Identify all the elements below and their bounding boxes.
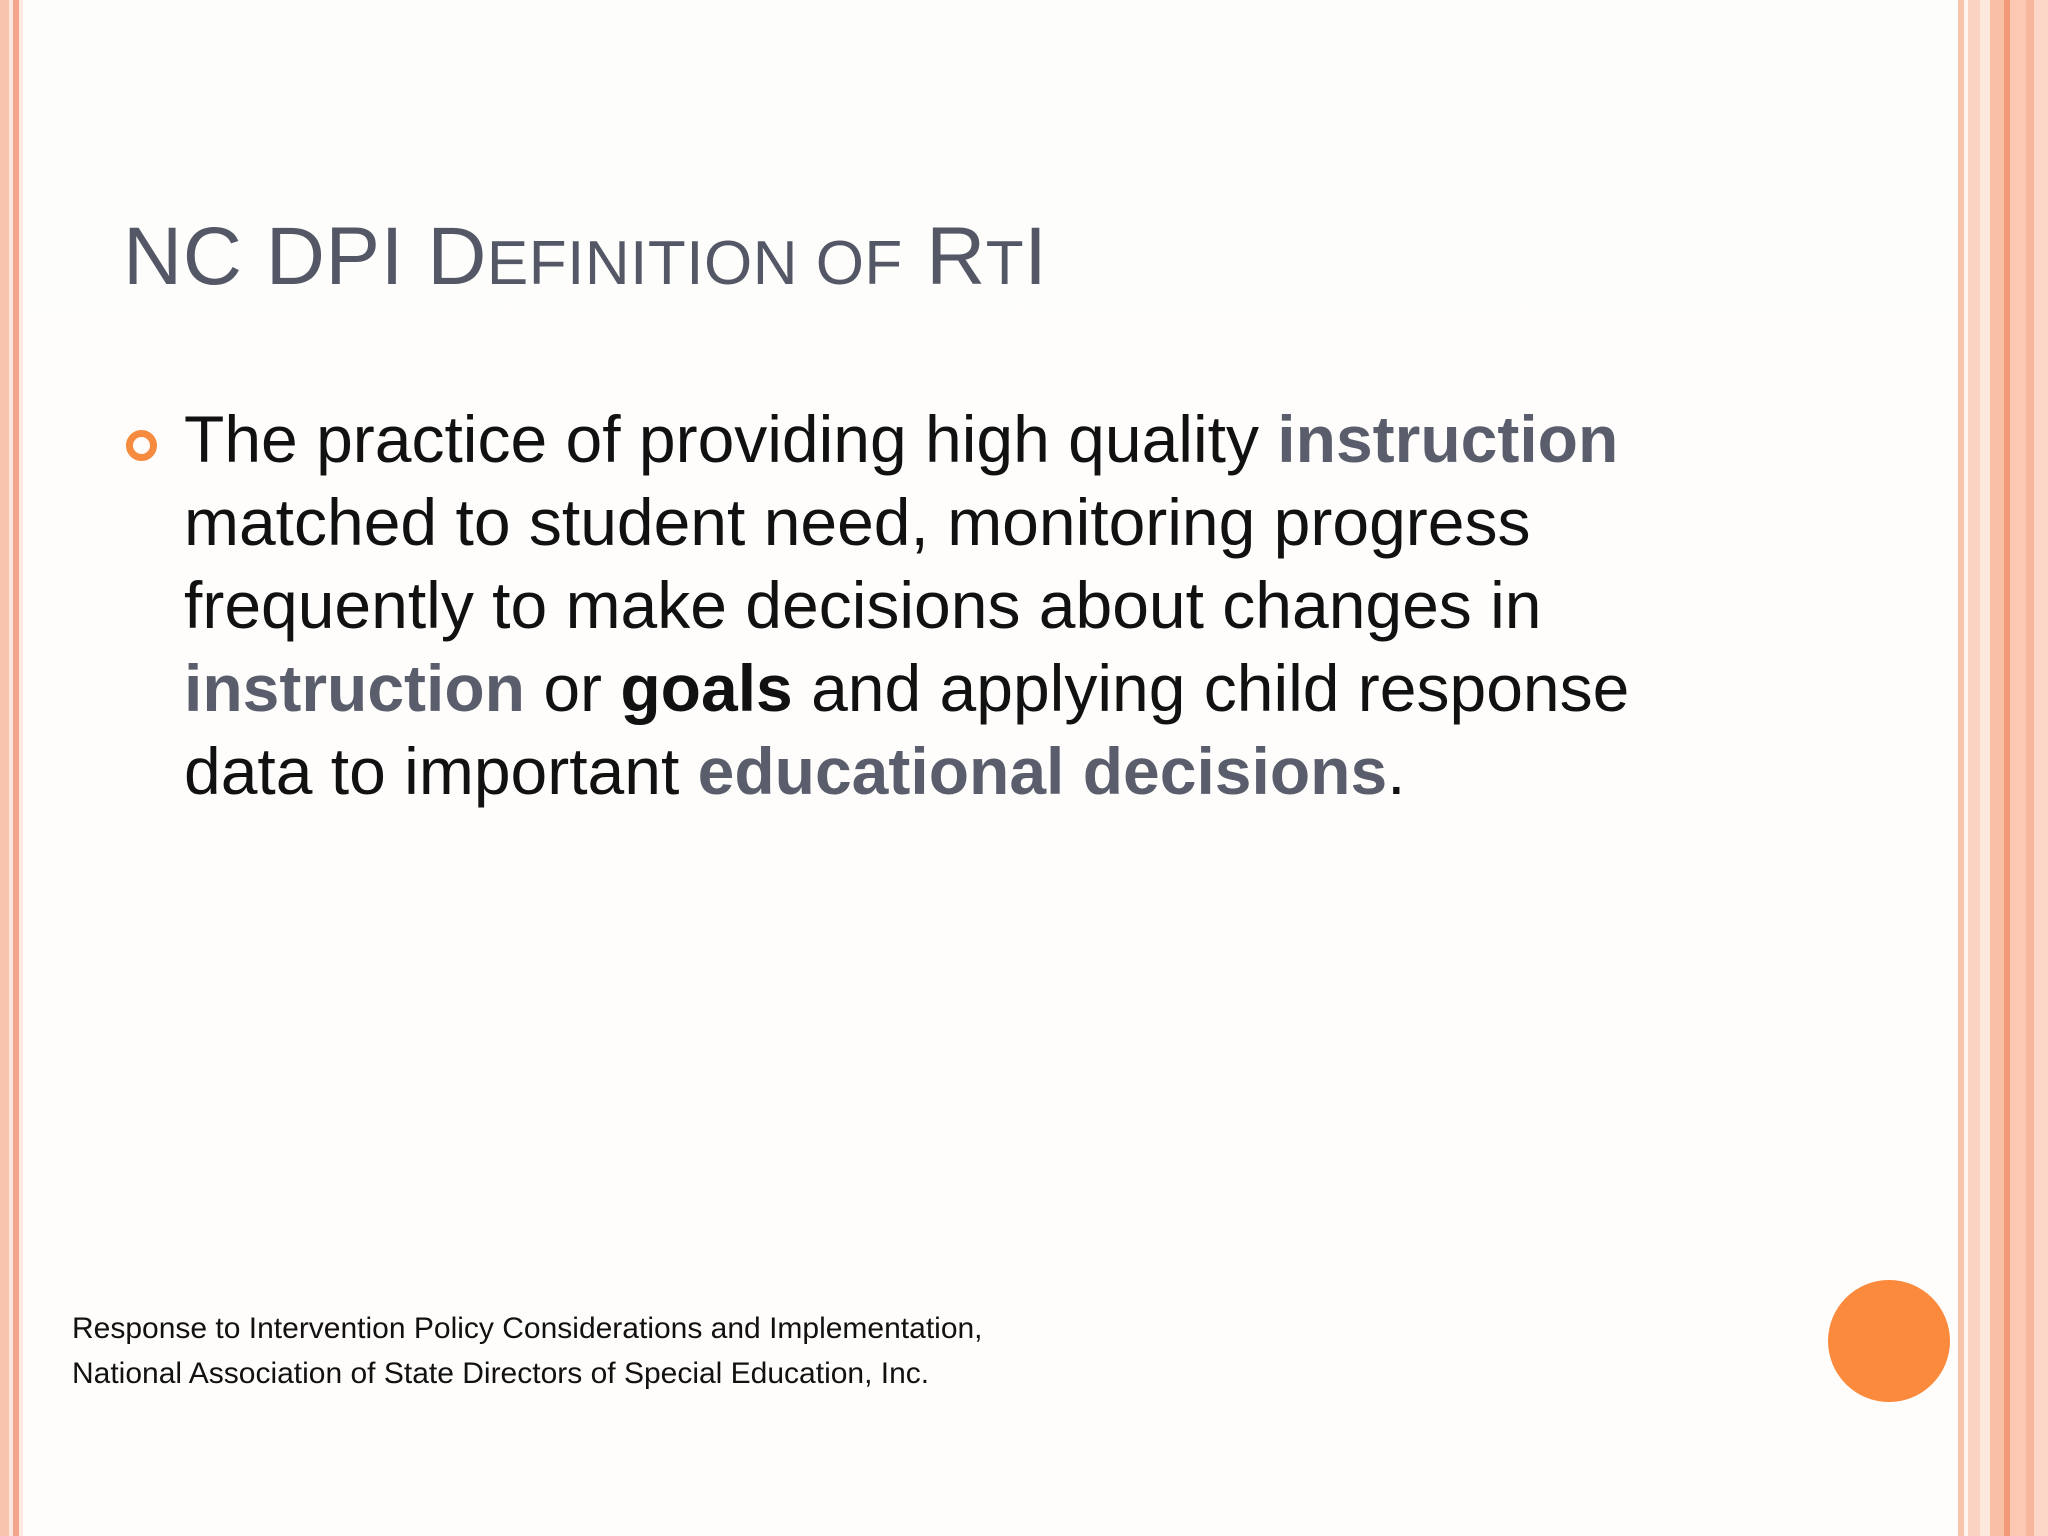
citation-line: Response to Intervention Policy Considerations and Implementation, xyxy=(72,1312,983,1345)
title-text-part: R xyxy=(902,211,986,302)
left-border-stripe xyxy=(19,0,23,1536)
bullet-text-segment: . xyxy=(1387,734,1406,808)
bullet-text-segment: or xyxy=(525,651,621,725)
title-text-part: EFINITION OF xyxy=(486,229,903,298)
citation xyxy=(72,1306,983,1396)
bullet-text-segment: The practice of providing high quality xyxy=(184,402,1278,476)
right-border-stripe xyxy=(2010,0,2026,1536)
hollow-circle-bullet-icon xyxy=(126,430,157,461)
right-border-stripe xyxy=(2026,0,2034,1536)
slide-title xyxy=(123,210,1047,304)
title-text-part: I xyxy=(1024,211,1048,302)
right-border-stripe xyxy=(1990,0,2004,1536)
title-text-part: T xyxy=(985,229,1025,298)
orange-circle-decoration xyxy=(1828,1280,1950,1402)
right-border-stripe xyxy=(2034,0,2048,1536)
keyword-instruction: instruction xyxy=(1277,402,1619,476)
bullet-text-segment: and applying child response data to important xyxy=(184,651,1630,808)
citation-line: National Association of State Directors of Special Education, Inc. xyxy=(72,1357,930,1390)
title-text-part: NC DPI D xyxy=(123,211,487,302)
right-border-stripe xyxy=(1968,0,1980,1536)
left-border-stripe xyxy=(0,0,9,1536)
keyword-instruction: instruction xyxy=(184,651,525,725)
keyword-goals: goals xyxy=(620,651,793,725)
bullet-text-segment: matched to student need, monitoring progress frequently to make decisions about changes in xyxy=(184,485,1542,642)
bullet-text xyxy=(184,398,1744,813)
keyword-educational-decisions: educational decisions xyxy=(697,734,1388,808)
right-border-stripe xyxy=(1980,0,1990,1536)
